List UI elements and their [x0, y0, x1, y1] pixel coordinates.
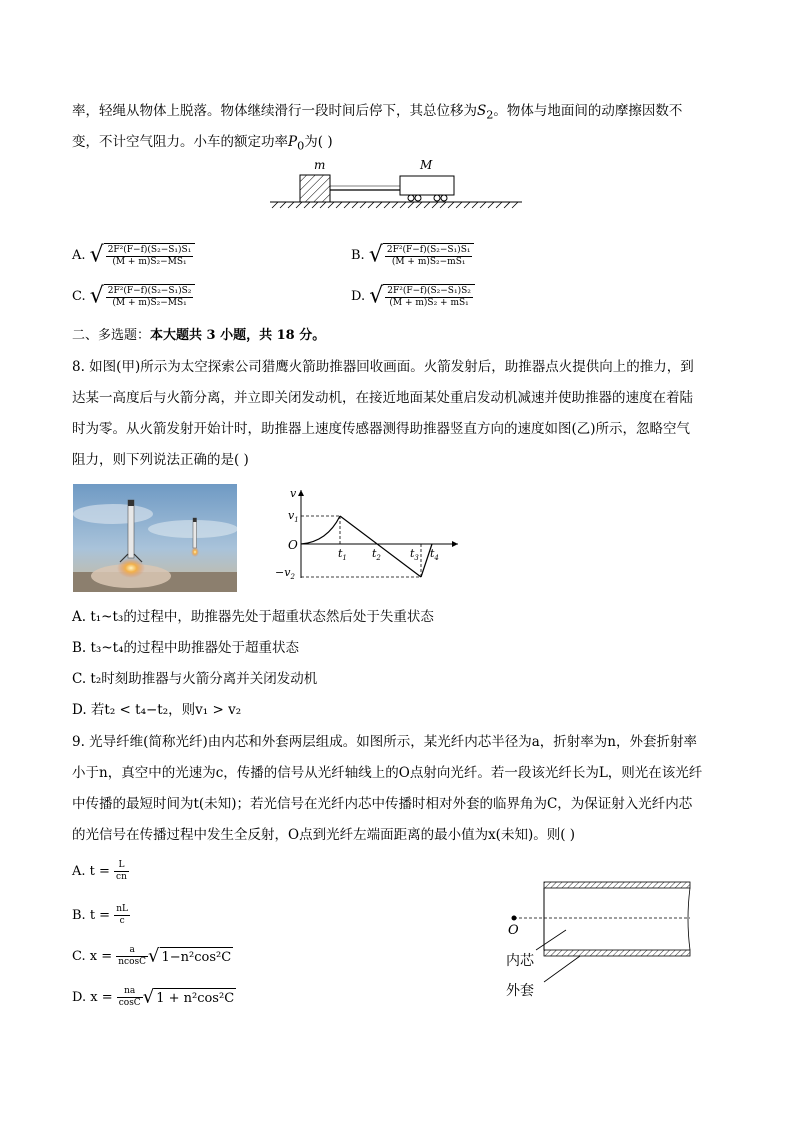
label-core: 内芯 [506, 953, 534, 969]
q8-text-line-1: 8. 如图(甲)所示为太空探索公司猎鹰火箭助推器回收画面。火箭发射后，助推器点火提供向上的推力，到 [72, 359, 694, 375]
q9-text-line-4: 的光信号在传播过程中发生全反射，O点到光纤左端面距离的最小值为x(未知)。则( ) [72, 827, 576, 843]
optical-fiber-figure [500, 876, 700, 1006]
q8-option-b[interactable]: B. t₃~t₄的过程中助推器处于超重状态 [72, 640, 299, 656]
label-M: M [420, 158, 433, 172]
label-O: O [508, 923, 519, 938]
q7-block-cart-figure [266, 156, 526, 212]
origin-label: O [288, 538, 298, 552]
curve-accelerating [301, 516, 340, 544]
q9-text-line-1: 9. 光导纤维(简称光纤)由内芯和外套两层组成。如图所示，某光纤内芯半径为a，折射率为n，外套折射率 [72, 734, 697, 750]
q8-option-c[interactable]: C. t₂时刻助推器与火箭分离并关闭发动机 [72, 671, 318, 687]
t3-label: $t_3$ [410, 547, 419, 562]
q9-option-a[interactable]: A. t = $\frac{L}{cn}$ [72, 860, 127, 882]
rocket-landing-photo [73, 484, 237, 592]
q9-text-line-2: 小于n，真空中的光速为c，传播的信号从光纤轴线上的O点射向光纤。若一段该光纤长为L，则光在该光纤 [72, 765, 703, 781]
cladding-bottom [544, 950, 690, 956]
velocity-time-graph [272, 486, 464, 586]
wheel [408, 195, 414, 201]
t4-label: $t_4$ [430, 547, 439, 562]
q9-option-b[interactable]: B. t = $\frac{nL}{c}$ [72, 904, 128, 926]
cart-M [400, 176, 454, 195]
v1-label: $v_1$ [288, 509, 299, 524]
block-m [300, 175, 330, 202]
t1-label: $t_1$ [338, 547, 347, 562]
q7-option-b[interactable]: B. √ $\frac{\text{2F²(F−f)(S₂−S₁)S₁}}{\text{(M + m)S₂−mS₁}}$ [351, 243, 474, 268]
q7-option-a[interactable]: A. √ $\frac{\text{2F²(F−f)(S₂−S₁)S₁}}{\text{(M + m)S₂−MS₁}}$ [72, 243, 195, 268]
q7-text-line-1: 率，轻绳从物体上脱落。物体继续滑行一段时间后停下，其总位移为$S_2$。物体与地面间的动摩擦因数不 [72, 103, 683, 122]
point-O [512, 916, 517, 921]
q7-option-d[interactable]: D. √ $\frac{\text{2F²(F−f)(S₂−S₁)S₂}}{\text{(M + m)S₂ + mS₁}}$ [351, 284, 475, 309]
label-cladding: 外套 [506, 983, 534, 999]
t2-label: $t_2$ [372, 547, 381, 562]
v-axis-label: v [290, 487, 297, 500]
q8-option-d[interactable]: D. 若t₂ < t₄−t₂，则v₁ > v₂ [72, 702, 242, 718]
q8-text-line-3: 时为零。从火箭发射开始计时，助推器上速度传感器测得助推器竖直方向的速度如图(乙)所示，忽略空气 [72, 421, 691, 437]
q9-text-line-3: 中传播的最短时间为t(未知)；若光信号在光纤内芯中传播时相对外套的临界角为C，为保证射入光纤内芯 [72, 796, 693, 812]
q7-option-c[interactable]: C. √ $\frac{\text{2F²(F−f)(S₂−S₁)S₂}}{\text{(M + m)S₂−MS₁}}$ [72, 284, 195, 309]
label-m: m [314, 158, 326, 172]
q8-text-line-2: 达某一高度后与火箭分离，并立即关闭发动机，在接近地面某处重启发动机减速并使助推器的速度在着陆 [72, 390, 693, 406]
q8-option-a[interactable]: A. t₁~t₃的过程中，助推器先处于超重状态然后处于失重状态 [72, 609, 434, 625]
q7-text-line-2: 变，不计空气阻力。小车的额定功率$P_0$为( ) [72, 134, 333, 153]
line-free-fall [340, 516, 421, 577]
q8-text-line-4: 阻力，则下列说法正确的是( ) [72, 452, 249, 468]
cladding-top [544, 882, 690, 888]
q9-option-c[interactable]: C. x = $\frac{a}{ncosC}$ √ 1−n²cos²C [72, 945, 232, 967]
v2-label: $-v_2$ [275, 566, 295, 581]
section-heading: 二、多选题：本大题共 3 小题，共 18 分。 [72, 328, 326, 343]
line-decelerating [421, 544, 432, 577]
q9-option-d[interactable]: D. x = $\frac{na}{\cos C}$ √ 1 + n²cos²C [72, 986, 235, 1008]
